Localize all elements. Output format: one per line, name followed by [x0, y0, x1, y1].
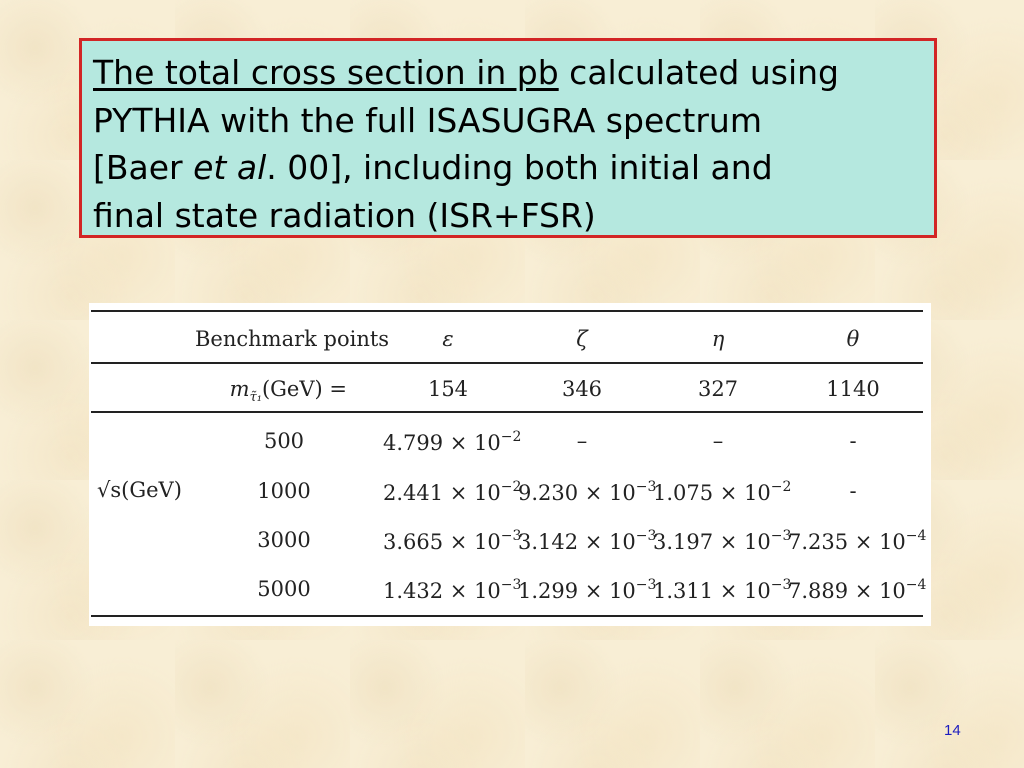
cell-exponent: −3 — [500, 577, 522, 593]
energy-value: 1000 — [257, 479, 311, 503]
table-cell — [653, 577, 791, 603]
cell-mantissa: 1.299 × 10 — [518, 579, 636, 603]
mass-unit: (GeV) = — [261, 377, 347, 401]
description-line3-italic: et al — [193, 148, 267, 187]
cell-mantissa: 7.235 × 10 — [788, 530, 906, 554]
table-mass-rule — [91, 411, 923, 413]
energy-value: 500 — [263, 429, 305, 453]
mass-zeta: 346 — [561, 377, 603, 401]
cell-exponent: −4 — [905, 577, 927, 593]
description-line3a: [Baer — [93, 148, 194, 187]
header-col-zeta: ζ — [576, 327, 588, 351]
table-cell — [518, 528, 656, 554]
table-cell: – — [712, 429, 724, 453]
cell-exponent: −3 — [635, 528, 657, 544]
cell-mantissa: 7.889 × 10 — [788, 579, 906, 603]
table-header-rule — [91, 362, 923, 364]
cell-exponent: −3 — [770, 577, 792, 593]
mass-eta: 327 — [697, 377, 739, 401]
cell-mantissa: 3.197 × 10 — [653, 530, 771, 554]
cell-exponent: −3 — [635, 577, 657, 593]
cell-mantissa: 1.311 × 10 — [653, 579, 771, 603]
header-col-theta: θ — [846, 327, 860, 351]
table-cell — [518, 577, 656, 603]
cell-mantissa: 1.432 × 10 — [383, 579, 501, 603]
cell-mantissa: 1.075 × 10 — [653, 481, 771, 505]
description-box — [79, 38, 937, 238]
table-top-rule — [91, 310, 923, 312]
table-cell — [653, 528, 791, 554]
mass-row-label — [230, 377, 347, 405]
energy-value: 5000 — [257, 577, 311, 601]
page-number: 14 — [944, 722, 961, 739]
cell-exponent: −4 — [905, 528, 927, 544]
table-cell — [653, 479, 791, 505]
cell-exponent: −2 — [770, 479, 792, 495]
table-cell: - — [849, 429, 857, 453]
table-cell — [788, 528, 926, 554]
description-line2: PYTHIA with the full ISASUGRA spectrum — [93, 100, 762, 140]
table-cell: - — [849, 479, 857, 503]
cell-exponent: −2 — [500, 429, 522, 445]
table-bottom-rule — [91, 615, 923, 617]
header-col-epsilon: ε — [442, 327, 454, 351]
table-cell — [788, 577, 926, 603]
table-cell — [383, 479, 521, 505]
table-cell: – — [576, 429, 588, 453]
mass-theta: 1140 — [826, 377, 880, 401]
header-col-eta: η — [711, 327, 725, 351]
cross-section-table — [89, 303, 931, 626]
mass-subscript: τ̃₁ — [249, 390, 262, 405]
cell-exponent: −3 — [635, 479, 657, 495]
description-line1: calculated using — [558, 53, 839, 92]
cell-mantissa: 3.142 × 10 — [518, 530, 636, 554]
table-cell — [383, 577, 521, 603]
cell-exponent: −3 — [500, 528, 522, 544]
table-cell — [383, 429, 521, 455]
description-line4: final state radiation (ISR+FSR) — [93, 195, 596, 235]
energy-label: √s(GeV) — [97, 478, 182, 502]
cell-mantissa: 4.799 × 10 — [383, 431, 501, 455]
cell-mantissa: 2.441 × 10 — [383, 481, 501, 505]
cell-mantissa: 3.665 × 10 — [383, 530, 501, 554]
description-line3b: . 00], including both initial and — [266, 148, 773, 187]
table-cell — [383, 528, 521, 554]
mass-symbol: m — [229, 377, 250, 401]
cell-mantissa: 9.230 × 10 — [518, 481, 636, 505]
mass-epsilon: 154 — [427, 377, 469, 401]
cell-exponent: −3 — [770, 528, 792, 544]
cell-exponent: −2 — [500, 479, 522, 495]
energy-value: 3000 — [257, 528, 311, 552]
header-benchmark-points: Benchmark points — [195, 327, 390, 351]
table-cell — [518, 479, 656, 505]
description-underlined: The total cross section in pb — [93, 53, 559, 92]
